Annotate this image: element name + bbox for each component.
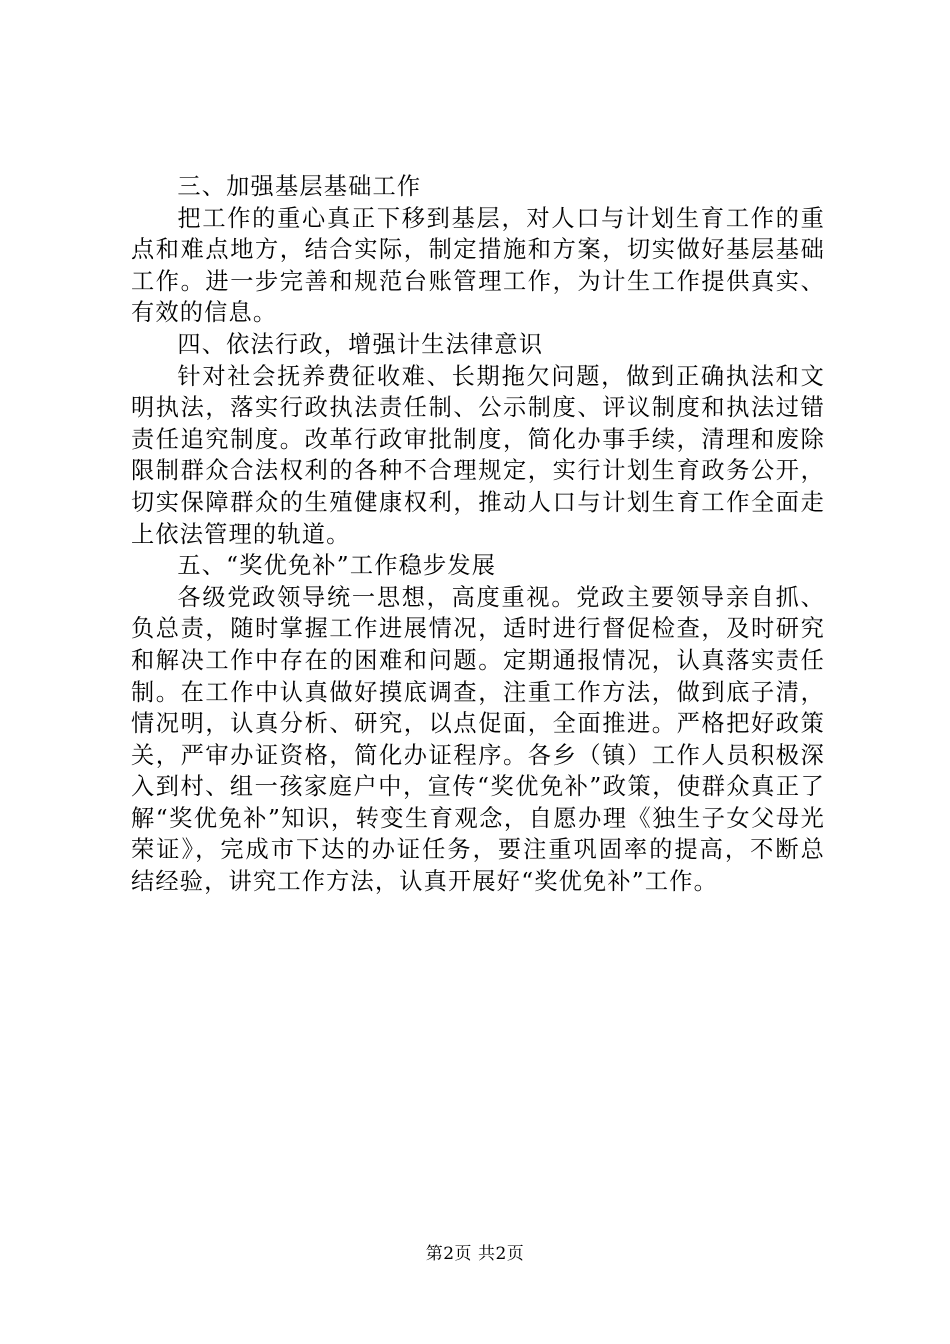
document-body [131,171,825,898]
page-footer: 第2页 共2页 [425,1244,525,1264]
section-paragraph-4: 针对社会抚养费征收难、长期拖欠问题，做到正确执法和文明执法，落实行政执法责任制、公示制度、评议制度和执法过错责任追究制度。改革行政审批制度，简化办事手续，清理和废除限制群众合法权利的各种不合理规定，实行计划生育政务公开，切实保障群众的生殖健康权利，推动人口与计划生育工作全面走上依法管理的轨道。 [131,362,825,548]
section-heading-5: 五、“奖优免补”工作稳步发展 [177,552,497,580]
section-heading-4: 四、依法行政，增强计生法律意识 [177,330,544,358]
section-heading-3: 三、加强基层基础工作 [177,173,422,200]
section-paragraph-5: 各级党政领导统一思想，高度重视。党政主要领导亲自抓、负总责，随时掌握工作进展情况，适时进行督促检查，及时研究和解决工作中存在的困难和问题。定期通报情况，认真落实责任制。在工作中认真做好摸底调查，注重工作方法，做到底子清，情况明，认真分析、研究，以点促面，全面推进。严格把好政策关，严审办证资格，简化办证程序。各乡（镇）工作人员积极深入到村、组一孩家庭户中，宣传“奖优免补”政策，使群众真正了解“奖优免补”知识，转变生育观念，自愿办理《独生子女父母光荣证》，完成市下达的办证任务，要注重巩固率的提高，不断总结经验，讲究工作方法，认真开展好“奖优免补”工作。 [131,583,825,896]
section-paragraph-3: 把工作的重心真正下移到基层，对人口与计划生育工作的重点和难点地方，结合实际，制定措施和方案，切实做好基层基础工作。进一步完善和规范台账管理工作，为计生工作提供真实、有效的信息。 [131,204,825,327]
